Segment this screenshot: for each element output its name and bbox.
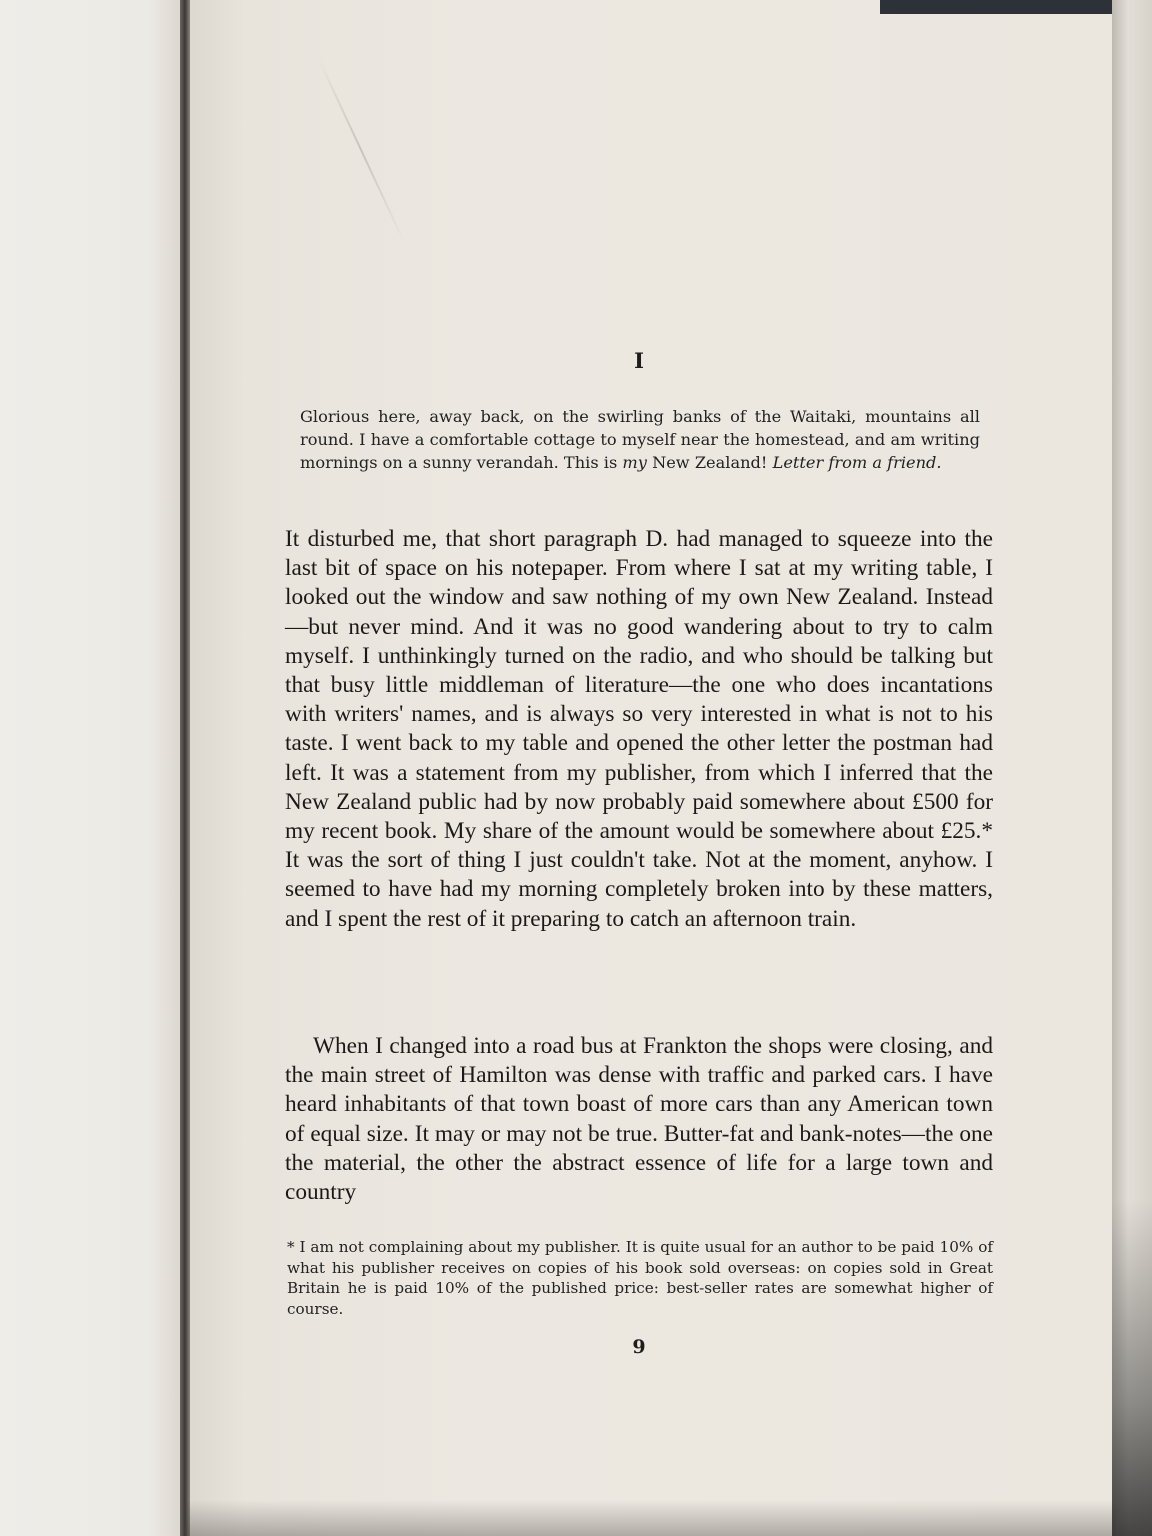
body-paragraph: When I changed into a road bus at Frankton the shops were closing, and the main street of Hamilton was dense with traffic and parked cars. I have heard inhabitants of that town boast of more cars than any American town of equal size. It may or may not be true. Butter-fat and bank-notes—the one the material, the other the abstract essence of life for a large town and country xyxy=(285,1033,993,1206)
cover-board-edge xyxy=(880,0,1112,14)
epigraph-emphasis: my xyxy=(622,453,647,472)
epigraph xyxy=(300,405,980,474)
page-number: 9 xyxy=(632,1336,646,1358)
epigraph-text-after: New Zealand! xyxy=(646,453,768,472)
bottom-shadow xyxy=(186,1500,1116,1536)
page-edges-shadow xyxy=(1112,1200,1152,1536)
left-page xyxy=(0,0,186,1536)
footnote: * I am not complaining about my publisher. It is quite usual for an author to be paid 10% of what his publisher receives on copies of his book sold overseas: on copies sold in Great Britain he is paid 10% of the published price: best-seller rates are somewhat higher of course. xyxy=(287,1238,993,1318)
book-spine xyxy=(180,0,190,1536)
chapter-number: I xyxy=(634,348,644,373)
epigraph-source: Letter from a friend. xyxy=(772,453,942,472)
epigraph-text: Glorious here, away back, on the swirling banks of the Waitaki, mountains all round. I have a comfortable cottage to myself near the homestead, and am writing mornings on a sunny verandah. This is xyxy=(300,407,980,472)
body-paragraph: It disturbed me, that short paragraph D. had managed to squeeze into the last bit of space on his notepaper. From where I sat at my writing table, I looked out the window and saw nothing of my own New Zealand. Instead—but never mind. And it was no good wandering about to try to calm myself. I unthinkingly turned on the radio, and who should be talking but that busy little middleman of literature—the one who does incantations with writers' names, and is always so very interested in what is not to his taste. I went back to my table and opened the other letter the postman had left. It was a statement from my publisher, from which I inferred that the New Zealand public had by now probably paid somewhere about £500 for my recent book. My share of the amount would be somewhere about £25.* It was the sort of thing I just couldn't take. Not at the moment, anyhow. I seemed to have had my morning completely broken into by these matters, and I spent the rest of it preparing to catch an afternoon train. xyxy=(285,526,993,932)
